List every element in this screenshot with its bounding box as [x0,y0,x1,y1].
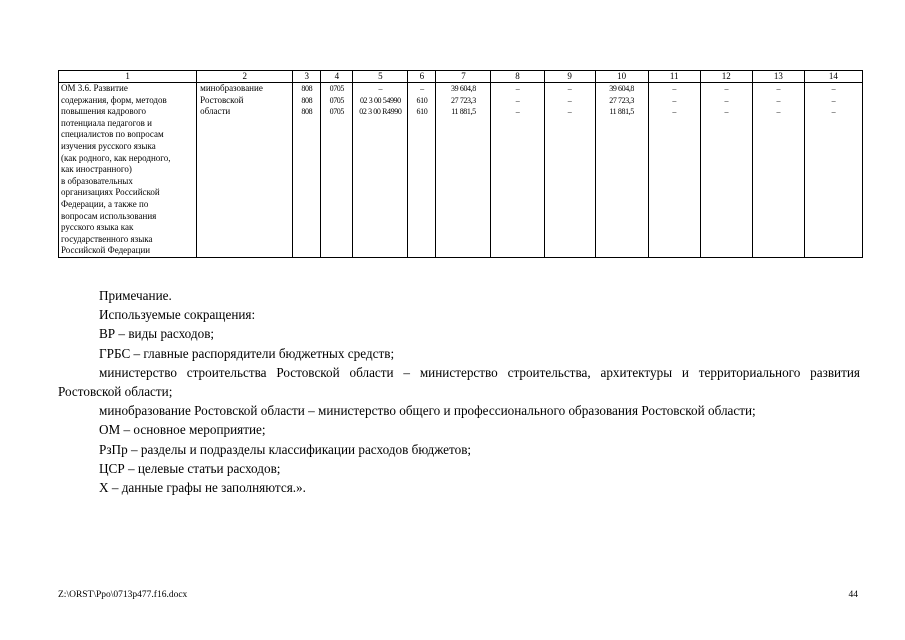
measure-name-cell [59,83,197,258]
table-value: – [724,107,729,117]
table-value: 27 723,3 [451,95,476,105]
grbs-cell [293,83,321,258]
file-path-footer: Z:\ORST\Ppo\0713p477.f16.docx [58,590,188,600]
column-number: 1 [59,71,197,83]
table-value: – [831,95,836,105]
table-value: 610 [416,95,428,105]
table-value: 02 3 00 R4990 [359,107,402,117]
amount-cell [752,83,804,258]
table-value: – [672,95,676,105]
measure-name-line: изучения русского языка [61,140,156,151]
measure-name-line: ОМ 3.6. Развитие [61,83,128,93]
column-number: 14 [804,71,862,83]
abbreviation-item: ГРБС – главные распорядители бюджетных средств; [99,345,395,361]
measure-name-line: государственного языка [61,233,153,244]
table-value: – [724,95,729,105]
table-value: 02 3 00 54990 [359,95,401,105]
table-value: – [515,107,520,117]
amount-cell [804,83,862,258]
table-value: – [567,107,572,117]
measure-name-line: содержания, форм, методов [61,94,167,105]
csr-cell [353,83,408,258]
measure-name-line: в образовательных [61,175,133,186]
abbreviation-item: ВР – виды расходов; [99,326,215,342]
table-value: 808 [301,95,313,105]
amount-cell [544,83,595,258]
measure-name-line: как иностранного) [61,164,132,175]
measure-name-line: Российской Федерации [61,245,151,256]
rzpr-cell [321,83,353,258]
table-value: 39 604,8 [609,84,635,93]
table-value: 11 881,5 [451,107,476,117]
column-number: 6 [408,71,436,83]
executor-cell [197,83,293,258]
measure-name-line: русского языка как [61,222,134,233]
table-value: – [831,84,836,93]
column-number: 4 [321,71,353,83]
measure-name-line: организациях Российской [61,187,160,198]
executor-line: минобразование [200,83,263,93]
table-value: – [776,107,781,117]
table-value: – [724,84,729,93]
column-number: 7 [436,71,491,83]
notes-section [58,286,860,497]
table-value: – [776,95,781,105]
measure-name-line: вопросам использования [61,210,157,221]
abbreviation-item: РзПр – разделы и подразделы классификации расходов бюджетов; [99,441,472,457]
abbreviation-item: ОМ – основное мероприятие; [99,422,266,438]
table-value: – [378,84,383,93]
table-value: – [776,84,781,93]
column-number: 10 [595,71,648,83]
column-number: 12 [700,71,752,83]
notes-heading: Примечание. [99,288,172,303]
table-value: – [672,84,676,93]
amount-cell [700,83,752,258]
table-value: 39 604,8 [451,84,476,93]
table-row [59,83,863,258]
amount-cell [491,83,544,258]
measure-name-line: (как родного, как неродного, [61,152,171,163]
table-value: 0705 [329,107,345,117]
abbreviation-item: минобразование Ростовской области – министерство общего и профессионального образования Ростовской области; [99,403,756,419]
abbreviation-item: Х – данные графы не заполняются.». [99,480,306,496]
executor-line: области [200,106,231,117]
table-value: – [672,107,676,117]
table-value: – [420,84,424,93]
abbreviation-item: ЦСР – целевые статьи расходов; [99,460,281,476]
table-value: – [515,84,520,93]
amount-cell [648,83,700,258]
notes-intro: Используемые сокращения: [99,307,256,323]
table-value: – [567,84,572,93]
measure-name-line: специалистов по вопросам [61,129,164,140]
column-number: 8 [491,71,544,83]
amount-cell [436,83,491,258]
vr-cell [408,83,436,258]
table-value: 808 [301,107,313,117]
column-number: 2 [197,71,293,83]
column-number: 5 [353,71,408,83]
table-value: – [831,107,836,117]
abbreviation-item: министерство строительства Ростовской области – министерство строительства, архитектуры и территориального развития Ростовской области; [58,364,860,400]
column-number: 11 [648,71,700,83]
table-value: 11 881,5 [609,107,634,117]
table-value: – [515,95,520,105]
measure-name-line: Федерации, а также по [61,198,149,209]
column-number: 3 [293,71,321,83]
measure-name-line: повышения кадрового [61,106,147,117]
table-value: 27 723,3 [609,95,635,105]
budget-table [58,70,863,258]
table-value: 0705 [329,95,345,105]
table-value: – [567,95,572,105]
column-number: 13 [752,71,804,83]
page-number: 44 [848,590,858,600]
table-header-row [59,71,863,83]
table-value: 0705 [329,84,345,93]
amount-cell [595,83,648,258]
table-value: 808 [301,84,313,93]
column-number: 9 [544,71,595,83]
executor-line: Ростовской [200,94,244,105]
measure-name-line: потенциала педагогов и [61,117,152,128]
table-value: 610 [416,107,428,117]
